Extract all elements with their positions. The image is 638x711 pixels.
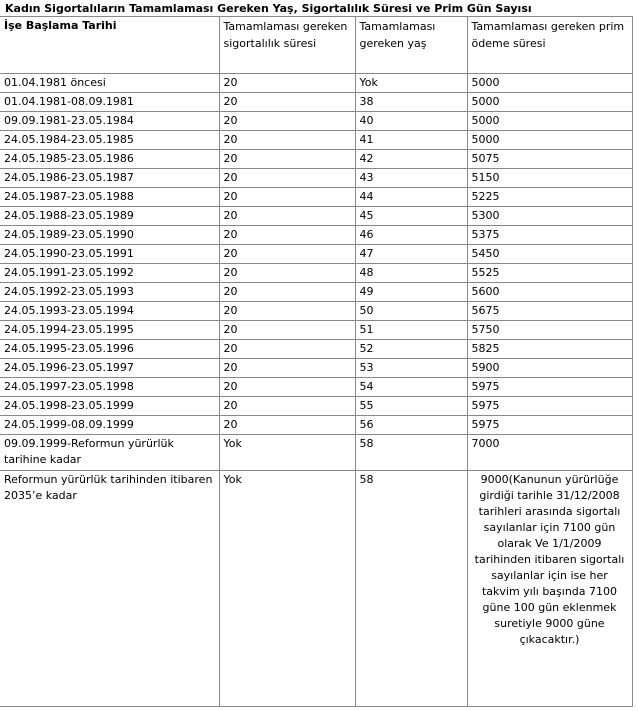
cell-insurance-period: 20 [219,359,355,378]
cell-premium-days: 7000 [467,435,632,471]
cell-premium-days: 5075 [467,150,632,169]
cell-premium-days: 5525 [467,264,632,283]
cell-premium-days-note: 9000(Kanunun yürürlüğe girdiği tarihle 31/12/2008 tarihleri arasında sigortalı sayılanlar için 7100 gün olarak Ve 1/1/2009 tarihinden itibaren sigortalı sayılanlar için ise her takvim yılı başında 7100 güne 100 gün eklenmek suretiyle 9000 güne çıkacaktır.) [467,471,632,707]
cell-insurance-period: 20 [219,264,355,283]
cell-required-age: 40 [355,112,467,131]
cell-start-date: 24.05.1993-23.05.1994 [0,302,219,321]
cell-premium-days: 5450 [467,245,632,264]
cell-premium-days: 5975 [467,397,632,416]
cell-start-date: 24.05.1984-23.05.1985 [0,131,219,150]
header-insurance-period: Tamamlaması gereken sigortalılık süresi [219,17,355,74]
cell-required-age: 48 [355,264,467,283]
cell-start-date: 24.05.1995-23.05.1996 [0,340,219,359]
cell-required-age: 42 [355,150,467,169]
cell-insurance-period: Yok [219,435,355,471]
cell-required-age: 45 [355,207,467,226]
cell-premium-days: 5300 [467,207,632,226]
cell-insurance-period: 20 [219,302,355,321]
cell-required-age: 47 [355,245,467,264]
header-premium-days: Tamamlaması gereken prim ödeme süresi [467,17,632,74]
table-body [0,17,632,707]
table-row [0,74,632,93]
table-row [0,321,632,340]
cell-insurance-period: 20 [219,378,355,397]
cell-premium-days: 5375 [467,226,632,245]
cell-start-date: 24.05.1986-23.05.1987 [0,169,219,188]
cell-required-age: 46 [355,226,467,245]
cell-required-age: 41 [355,131,467,150]
cell-required-age: 43 [355,169,467,188]
cell-required-age: 50 [355,302,467,321]
cell-start-date: 24.05.1994-23.05.1995 [0,321,219,340]
page-title: Kadın Sigortalıların Tamamlaması Gereken Yaş, Sigortalılık Süresi ve Prim Gün Sayısı [5,2,532,15]
cell-start-date: 24.05.1996-23.05.1997 [0,359,219,378]
cell-premium-days: 5675 [467,302,632,321]
table-row [0,340,632,359]
cell-insurance-period: 20 [219,321,355,340]
cell-start-date: 24.05.1997-23.05.1998 [0,378,219,397]
cell-required-age: 53 [355,359,467,378]
table-row-final [0,471,632,707]
table-row [0,378,632,397]
cell-required-age: 58 [355,471,467,707]
cell-start-date: 01.04.1981 öncesi [0,74,219,93]
table-row [0,93,632,112]
table-row [0,397,632,416]
cell-insurance-period: 20 [219,112,355,131]
cell-premium-days: 5900 [467,359,632,378]
retirement-requirements-table [0,16,633,707]
cell-insurance-period: 20 [219,169,355,188]
cell-insurance-period: 20 [219,93,355,112]
cell-premium-days: 5825 [467,340,632,359]
cell-insurance-period: 20 [219,207,355,226]
cell-insurance-period: 20 [219,188,355,207]
cell-required-age: 51 [355,321,467,340]
cell-start-date: 24.05.1999-08.09.1999 [0,416,219,435]
cell-insurance-period: 20 [219,131,355,150]
cell-required-age: 58 [355,435,467,471]
cell-start-date: 09.09.1981-23.05.1984 [0,112,219,131]
cell-start-date: 24.05.1989-23.05.1990 [0,226,219,245]
table-row [0,112,632,131]
table-row [0,302,632,321]
table-row [0,283,632,302]
table-row [0,188,632,207]
header-required-age: Tamamlaması gereken yaş [355,17,467,74]
cell-required-age: 54 [355,378,467,397]
table-row [0,245,632,264]
cell-start-date: 01.04.1981-08.09.1981 [0,93,219,112]
cell-start-date: 24.05.1998-23.05.1999 [0,397,219,416]
cell-start-date: 24.05.1991-23.05.1992 [0,264,219,283]
table-row [0,207,632,226]
header-start-date: İşe Başlama Tarihi [0,17,219,74]
cell-insurance-period: 20 [219,340,355,359]
cell-insurance-period: 20 [219,150,355,169]
cell-premium-days: 5975 [467,378,632,397]
table-row [0,226,632,245]
cell-start-date: 09.09.1999-Reformun yürürlük tarihine kadar [0,435,219,471]
cell-start-date: 24.05.1987-23.05.1988 [0,188,219,207]
table-row-reform [0,435,632,471]
cell-premium-days: 5000 [467,112,632,131]
cell-insurance-period: 20 [219,283,355,302]
cell-start-date: 24.05.1990-23.05.1991 [0,245,219,264]
cell-premium-days: 5750 [467,321,632,340]
cell-required-age: 38 [355,93,467,112]
cell-premium-days: 5150 [467,169,632,188]
cell-premium-days: 5975 [467,416,632,435]
cell-insurance-period: 20 [219,226,355,245]
cell-required-age: Yok [355,74,467,93]
table-row [0,169,632,188]
cell-premium-days: 5000 [467,93,632,112]
cell-insurance-period: 20 [219,74,355,93]
cell-start-date: 24.05.1985-23.05.1986 [0,150,219,169]
cell-start-date: 24.05.1992-23.05.1993 [0,283,219,302]
cell-insurance-period: Yok [219,471,355,707]
cell-premium-days: 5225 [467,188,632,207]
table-row [0,416,632,435]
cell-start-date: Reformun yürürlük tarihinden itibaren 2035’e kadar [0,471,219,707]
cell-required-age: 56 [355,416,467,435]
cell-required-age: 55 [355,397,467,416]
cell-insurance-period: 20 [219,245,355,264]
cell-required-age: 52 [355,340,467,359]
cell-insurance-period: 20 [219,416,355,435]
table-header-row [0,17,632,74]
cell-start-date: 24.05.1988-23.05.1989 [0,207,219,226]
cell-premium-days: 5000 [467,131,632,150]
cell-premium-days: 5600 [467,283,632,302]
table-row [0,150,632,169]
table-row [0,131,632,150]
cell-required-age: 44 [355,188,467,207]
cell-premium-days: 5000 [467,74,632,93]
table-row [0,264,632,283]
cell-required-age: 49 [355,283,467,302]
table-row [0,359,632,378]
cell-insurance-period: 20 [219,397,355,416]
